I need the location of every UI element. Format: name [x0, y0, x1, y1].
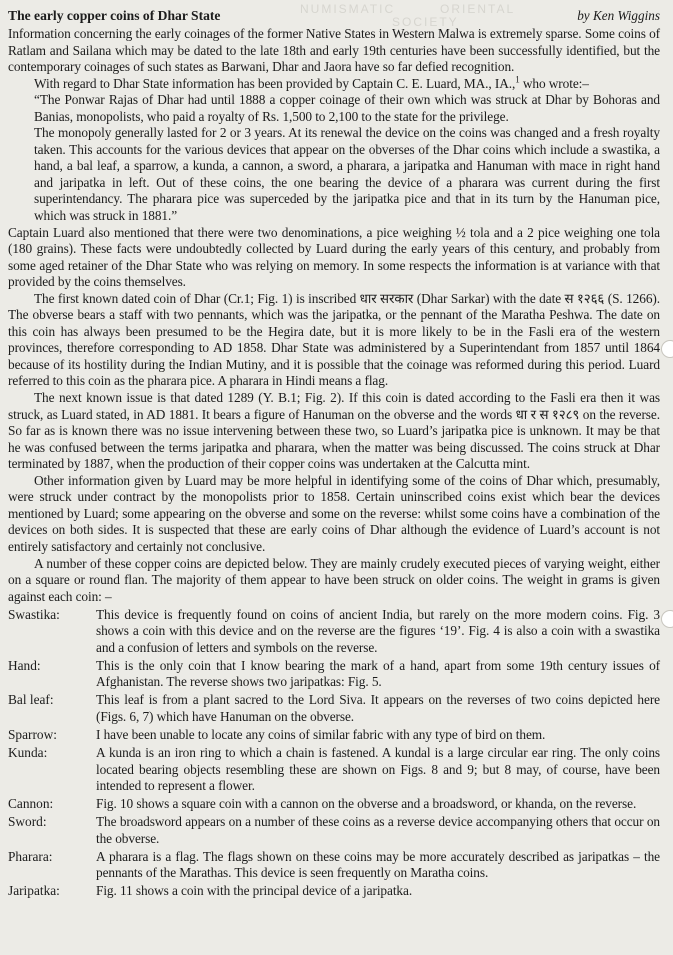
devanagari-inscription: धार सरकार: [359, 290, 414, 306]
paragraph: A number of these copper coins are depicted below. They are mainly crudely executed pieces of varying weight, either on a square or round flan. The majority of them appear to have been struck on older coins. The weight in grams is given against each coin: –: [8, 555, 660, 604]
glossary-text: This is the only coin that I know bearing the mark of a hand, apart from some 19th century issues of Afghanistan. The reverse shows two jaripatkas: Fig. 5.: [96, 657, 660, 690]
paragraph-text: who wrote:–: [519, 75, 589, 91]
glossary-text: I have been unable to locate any coins of similar fabric with any type of bird on them.: [96, 726, 546, 742]
glossary-entry: [8, 607, 660, 657]
paragraph-text: on the reverse. So far as is known there was no issue intervening between these two, so Luard’s jaripatka pice is unknown. It may be that he was confused between the terms jaripatka and pharara, when the matter was being discussed. The coins struck at Dhar terminated by 1887, when the production of their copper coins was undertaken at the Calcutta mint.: [8, 406, 660, 472]
article-body: [8, 26, 660, 900]
glossary-text: This leaf is from a plant sacred to the Lord Siva. It appears on the reverses of two coins depicted here (Figs. 6, 7) which have Hanuman on the obverse.: [96, 692, 660, 724]
paragraph: [8, 390, 660, 473]
paragraph-text: The next known issue is that dated 1289 (Y. B.1; Fig. 2). If this coin is dated according to the Fasli era then it was struck, as Luard stated, in AD 1881. It bears a figure of Hanuman on the obverse and the words: [8, 390, 660, 422]
punch-hole: [661, 610, 673, 628]
glossary-term: Kunda:: [8, 745, 48, 761]
glossary-term: Pharara:: [8, 848, 53, 864]
glossary-entry: [8, 849, 660, 882]
paragraph: Information concerning the early coinages of the former Native States in Western Malwa is extremely sparse. Some coins of Ratlam and Sailana which may be dated to the late 18th and early 19th centuries have been successfully identified, but the contemporary coinages of such states as Barwani, Dhar and Jaora have so far defied recognition.: [8, 26, 660, 75]
devanagari-date: स १२६६: [564, 290, 605, 306]
article-page: [8, 8, 660, 900]
paragraph: Captain Luard also mentioned that there were two denominations, a pice weighing ½ tola and a 2 pice weighing one tola (180 grains). These facts were undoubtedly collected by Luard during the early years of this century, and probably from some aged retainer of the Dhar State who was relying on memory. In some respects the information is at variance with that provided by the coins themselves.: [8, 224, 660, 290]
glossary-term: Sparrow:: [8, 726, 57, 742]
paragraph-text: The first known dated coin of Dhar (Cr.1; Fig. 1) is inscribed: [34, 290, 357, 306]
punch-hole: [661, 340, 673, 358]
glossary-term: Swastika:: [8, 606, 60, 622]
glossary-entry: [8, 814, 660, 847]
quotation: The monopoly generally lasted for 2 or 3 years. At its renewal the device on the coins was changed and a fresh royalty taken. This accounts for the various devices that appear on the obverses of the Dhar coins which include a swastika, a hand, a bal leaf, a sparrow, a kunda, a cannon, a sword, a pharara, a jaripatka and Hanuman with mace in right hand and jaripatka in left. Out of these coins, the one bearing the device of a pharara was current during the first superintendancy. The pharara pice was superceded by the jaripatka pice and that in its turn by the Hanuman pice, which was struck in 1881.”: [34, 125, 660, 224]
quotation: “The Ponwar Rajas of Dhar had until 1888 a copper coinage of their own which was struck at Dhar by Bohoras and Banias, monopolists, who paid a royalty of Rs. 1,500 to 2,100 to the state for the privilege.: [34, 92, 660, 124]
glossary-entry: [8, 745, 660, 795]
devanagari-words: धा र स १२८९: [515, 406, 580, 422]
show-through-word: SOCIETY: [392, 15, 459, 29]
paragraph-text: With regard to Dhar State information has been provided by Captain C. E. Luard, MA., IA.,: [34, 75, 516, 91]
glossary-entry: [8, 883, 660, 900]
glossary-term: Cannon:: [8, 796, 54, 812]
glossary-entry: [8, 658, 660, 691]
glossary-text: Fig. 11 shows a coin with the principal device of a jaripatka.: [96, 883, 413, 899]
article-author: by Ken Wiggins: [577, 8, 660, 23]
glossary-text: Fig. 10 shows a square coin with a cannon on the obverse and a broadsword, or khanda, on the reverse.: [96, 796, 637, 812]
article-title: The early copper coins of Dhar State: [8, 8, 221, 23]
glossary-entry: [8, 796, 660, 813]
glossary-term: Hand:: [8, 657, 41, 673]
article-header: [8, 8, 660, 26]
paragraph-text: (S. 1266). The obverse bears a staff with two pennants, which was the jaripatka, or the pennant of the Maratha Peshwa. The date on this coin has always been presumed to be the Hegira date, but it is more likely to be in the Fasli era of the western provinces, therefore corresponding to AD 1858. Dhar State was administered by a Superintendant from 1857 until 1864 because of its hostility during the Indian Mutiny, and it is possible that the coinage was reformed during this period. Luard referred to this coin as the pharara pice. A pharara in Hindi means a flag.: [8, 290, 660, 389]
paragraph: Other information given by Luard may be more helpful in identifying some of the coins of Dhar which, presumably, were struck under contract by the monopolists prior to 1858. Certain uninscribed coins exist which bear the devices mentioned by Luard; some appearing on the obverse and some on the reverse: whilst some coins have a combination of the devices on both sides. It is suspected that these are early coins of Dhar although the evidence of Luard’s account is not entirely satisfactory and certainly not conclusive.: [8, 472, 660, 554]
paragraph-text: (Dhar Sarkar) with the date: [416, 290, 562, 306]
show-through-word: ORIENTAL: [440, 2, 516, 16]
glossary-entry: [8, 727, 660, 744]
glossary-text: A pharara is a flag. The flags shown on these coins may be more accurately described as jaripatkas – the pennants of the Marathas. This device is seen frequently on Maratha coins.: [96, 848, 660, 881]
glossary-term: Sword:: [8, 814, 47, 830]
glossary-term: Jaripatka:: [8, 883, 60, 899]
glossary-text: This device is frequently found on coins of ancient India, but rarely on the more modern coins. Fig. 3 shows a coin with this device and on the reverse are the figures ‘19’. Fig. 4 is also a coin with a swastika and a confusion of letters and symbols on the reverse.: [96, 606, 660, 655]
glossary-text: A kunda is an iron ring to which a chain is fastened. A kundal is a large circular ear ring. The only coins located bearing objects resembling these are shown on Figs. 8 and 9; but 8 may, of course, have been intended to represent a flower.: [96, 745, 660, 794]
paragraph: [8, 76, 660, 93]
footnote-mark: 1: [515, 74, 520, 85]
glossary-text: The broadsword appears on a number of these coins as a reverse device accompanying others that occur on the obverse.: [96, 814, 660, 846]
glossary-list: [8, 607, 660, 900]
glossary-term: Bal leaf:: [8, 692, 54, 708]
show-through-word: NUMISMATIC: [300, 2, 396, 16]
paragraph: [8, 291, 660, 390]
glossary-entry: [8, 692, 660, 725]
